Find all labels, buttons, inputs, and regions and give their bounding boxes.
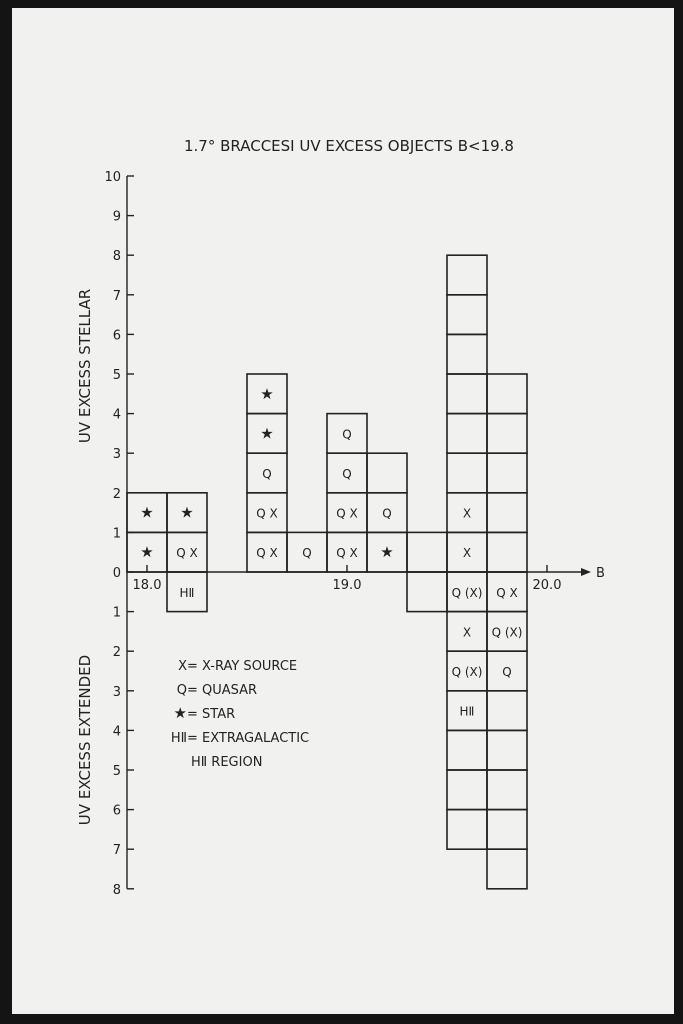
chart-title: 1.7° BRACCESI UV EXCESS OBJECTS B<19.8 — [184, 137, 514, 155]
x-tick-label: 19.0 — [332, 578, 362, 593]
extended-cell — [407, 572, 447, 612]
legend-symbol: Q — [176, 683, 187, 698]
y-tick-label-stellar: 1 — [112, 526, 121, 542]
legend-text: = X-RAY SOURCE — [187, 659, 298, 674]
star-marker: ★ — [260, 384, 274, 403]
object-label: Q X — [256, 546, 278, 561]
stellar-cell — [487, 532, 527, 572]
object-label: Q — [342, 467, 352, 481]
y-tick-label-stellar: 4 — [112, 407, 121, 423]
y-tick-label-extended: 6 — [112, 803, 121, 819]
legend — [171, 659, 309, 770]
y-tick-label-extended: 1 — [112, 605, 121, 621]
x-tick-label: 20.0 — [532, 578, 562, 593]
extended-cell — [487, 849, 527, 889]
upper-axis-label: UV EXCESS STELLAR — [76, 288, 94, 444]
y-tick-label-extended: 3 — [112, 684, 121, 700]
y-tick-label-stellar: 3 — [112, 447, 121, 463]
axes — [104, 170, 604, 898]
x-axis-arrow — [581, 568, 591, 576]
object-label: X — [462, 546, 472, 561]
extended-cell — [487, 770, 527, 810]
star-marker: ★ — [180, 503, 194, 522]
y-tick-label-stellar: 10 — [104, 170, 121, 185]
star-marker: ★ — [140, 503, 154, 522]
object-label: Q — [502, 665, 512, 679]
object-label: Q — [262, 467, 272, 481]
star-marker: ★ — [380, 543, 394, 562]
y-tick-label-stellar: 9 — [112, 209, 121, 225]
object-label: Q — [302, 546, 312, 561]
uv-excess-histogram — [12, 8, 674, 1014]
y-tick-label-extended: 2 — [112, 645, 121, 661]
object-label: Q (X) — [451, 665, 483, 679]
extended-cell — [487, 810, 527, 850]
extended-cell — [447, 810, 487, 850]
object-label: Q X — [336, 506, 358, 521]
stellar-cell — [447, 334, 487, 374]
object-label: X — [462, 506, 472, 521]
legend-symbol: HⅡ — [170, 731, 187, 746]
legend-text: = EXTRAGALACTIC — [187, 731, 310, 746]
stellar-cell — [407, 532, 447, 572]
stellar-cell — [447, 453, 487, 493]
y-tick-label-stellar: 5 — [112, 368, 121, 383]
legend-text: = QUASAR — [187, 683, 258, 698]
legend-text: HⅡ REGION — [191, 755, 263, 770]
object-label: Q — [382, 506, 392, 521]
star-marker: ★ — [260, 424, 274, 443]
histogram-bins — [127, 255, 527, 889]
object-label: Q X — [176, 546, 198, 561]
object-label: HⅡ — [179, 585, 195, 600]
object-label: Q (X) — [451, 585, 483, 600]
extended-cell — [447, 770, 487, 810]
y-tick-label-extended: 5 — [112, 764, 121, 779]
y-tick-label-stellar: 8 — [112, 249, 121, 265]
lower-axis-label: UV EXCESS EXTENDED — [76, 654, 94, 826]
x-tick-label: 18.0 — [132, 578, 162, 593]
extended-cell — [447, 730, 487, 770]
stellar-cell — [487, 414, 527, 454]
y-tick-label-extended: 8 — [112, 882, 121, 898]
extended-cell — [487, 691, 527, 731]
object-label: Q X — [336, 546, 358, 561]
stellar-cell — [447, 255, 487, 295]
star-marker: ★ — [140, 543, 154, 562]
legend-symbol: X — [178, 659, 187, 674]
stellar-cell — [447, 414, 487, 454]
legend-text: = STAR — [187, 707, 236, 722]
stellar-cell — [487, 453, 527, 493]
object-label: Q X — [496, 585, 518, 600]
stellar-cell — [487, 493, 527, 533]
legend-symbol: ★ — [173, 704, 187, 722]
y-tick-label-stellar: 7 — [112, 288, 121, 304]
y-tick-label-stellar: 6 — [112, 328, 121, 344]
y-tick-label-extended: 7 — [112, 843, 121, 859]
x-axis-label: B — [596, 566, 605, 581]
y-tick-label-stellar: 0 — [112, 566, 121, 581]
object-label: X — [462, 625, 472, 640]
object-label: Q — [342, 427, 352, 442]
object-label: HⅡ — [459, 704, 475, 719]
stellar-cell — [367, 453, 407, 493]
y-tick-label-stellar: 2 — [112, 486, 121, 502]
photo-slide — [12, 8, 674, 1014]
stellar-cell — [447, 295, 487, 335]
stellar-cell — [487, 374, 527, 414]
object-label: Q (X) — [491, 625, 523, 640]
y-tick-label-extended: 4 — [112, 724, 121, 740]
stellar-cell — [447, 374, 487, 414]
extended-cell — [487, 730, 527, 770]
object-label: Q X — [256, 506, 278, 521]
